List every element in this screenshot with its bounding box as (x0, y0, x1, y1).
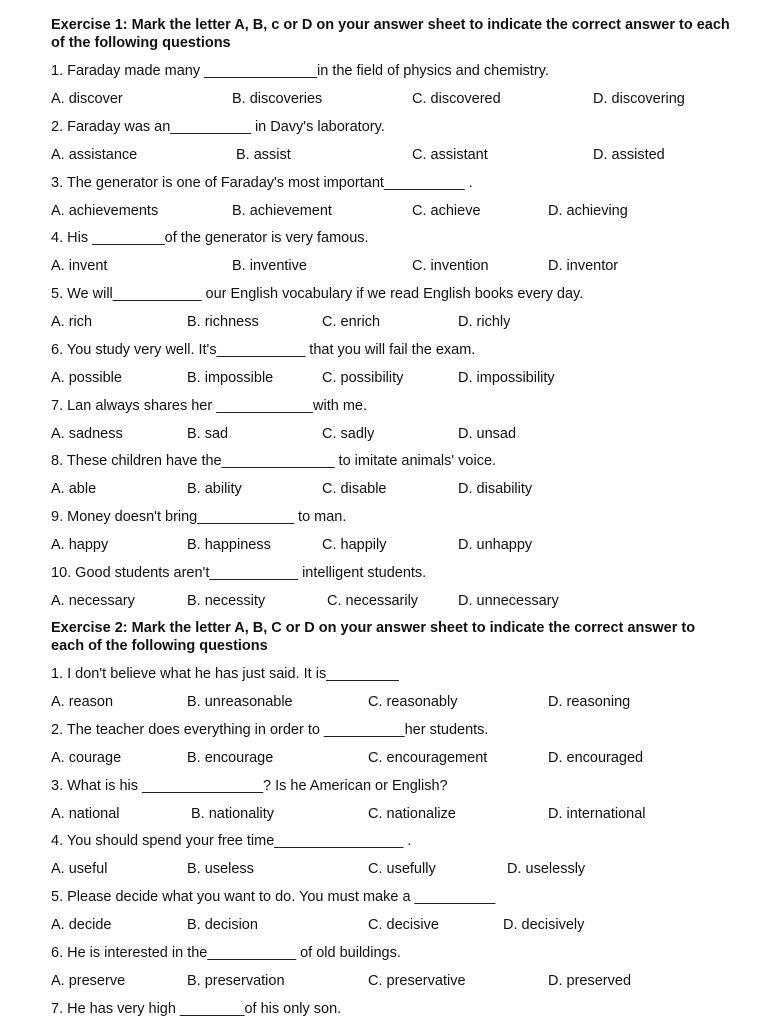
option-b[interactable]: B. richness (187, 314, 259, 330)
option-b[interactable]: B. discoveries (232, 91, 323, 107)
option-d[interactable]: D. discovering (593, 91, 685, 107)
option-a[interactable]: A. invent (51, 258, 108, 274)
option-a[interactable]: A. sadness (51, 426, 123, 442)
question-text: 10. Good students aren't___________ intelligent students. (51, 565, 427, 581)
option-d[interactable]: D. assisted (593, 147, 665, 163)
option-b[interactable]: B. preservation (187, 973, 285, 989)
option-d[interactable]: D. preserved (548, 973, 632, 989)
option-c[interactable]: C. invention (412, 258, 489, 274)
question-text: 7. He has very high ________of his only son. (51, 1001, 342, 1017)
option-a[interactable]: A. achievements (51, 203, 159, 219)
question-text: 1. I don't believe what he has just said. It is_________ (51, 666, 399, 682)
option-a[interactable]: A. discover (51, 91, 123, 107)
option-d[interactable]: D. impossibility (458, 370, 555, 386)
option-d[interactable]: D. encouraged (548, 750, 644, 766)
question-text: 2. The teacher does everything in order to __________her students. (51, 722, 489, 738)
option-d[interactable]: D. disability (458, 481, 533, 497)
question-text: 4. You should spend your free time________________ . (51, 833, 412, 849)
option-d[interactable]: D. uselessly (507, 861, 586, 877)
option-d[interactable]: D. reasoning (548, 694, 631, 710)
option-d[interactable]: D. richly (458, 314, 511, 330)
option-c[interactable]: C. reasonably (368, 694, 458, 710)
question-text: 6. He is interested in the___________ of old buildings. (51, 945, 401, 961)
question-text: 6. You study very well. It's___________ that you will fail the exam. (51, 342, 476, 358)
option-c[interactable]: C. possibility (322, 370, 404, 386)
option-c[interactable]: C. decisive (368, 917, 439, 933)
question-text: 4. His _________of the generator is very famous. (51, 230, 369, 246)
option-c[interactable]: C. sadly (322, 426, 375, 442)
option-a[interactable]: A. rich (51, 314, 93, 330)
option-b[interactable]: B. impossible (187, 370, 274, 386)
question-text: 7. Lan always shares her ____________with me. (51, 398, 367, 414)
option-d[interactable]: D. decisively (503, 917, 585, 933)
option-b[interactable]: B. inventive (232, 258, 307, 274)
option-b[interactable]: B. unreasonable (187, 694, 293, 710)
option-c[interactable]: C. enrich (322, 314, 381, 330)
option-c[interactable]: C. encouragement (368, 750, 488, 766)
option-b[interactable]: B. nationality (191, 806, 275, 822)
option-d[interactable]: D. inventor (548, 258, 619, 274)
option-a[interactable]: A. decide (51, 917, 112, 933)
exercise-2-heading: Exercise 2: Mark the letter A, B, C or D on your answer sheet to indicate the correct answer to each of the following questions (51, 620, 696, 654)
option-d[interactable]: D. international (548, 806, 646, 822)
option-a[interactable]: A. possible (51, 370, 122, 386)
question-text: 9. Money doesn't bring____________ to man. (51, 509, 347, 525)
option-a[interactable]: A. useful (51, 861, 108, 877)
question-text: 3. What is his _______________? Is he American or English? (51, 778, 448, 794)
option-b[interactable]: B. necessity (187, 593, 266, 609)
question-text: 5. Please decide what you want to do. You must make a __________ (51, 889, 496, 905)
option-c[interactable]: C. disable (322, 481, 387, 497)
option-b[interactable]: B. useless (187, 861, 254, 877)
option-b[interactable]: B. achievement (232, 203, 332, 219)
exercise-1-heading: Exercise 1: Mark the letter A, B, c or D on your answer sheet to indicate the correct answer to each of the following questions (51, 17, 730, 51)
question-text: 3. The generator is one of Faraday's most important__________ . (51, 175, 473, 191)
question-text: 5. We will___________ our English vocabulary if we read English books every day. (51, 286, 584, 302)
option-d[interactable]: D. unhappy (458, 537, 533, 553)
option-d[interactable]: D. unnecessary (458, 593, 559, 609)
option-b[interactable]: B. assist (236, 147, 291, 163)
option-a[interactable]: A. assistance (51, 147, 138, 163)
option-a[interactable]: A. courage (51, 750, 122, 766)
option-c[interactable]: C. achieve (412, 203, 481, 219)
option-c[interactable]: C. nationalize (368, 806, 456, 822)
question-text: 2. Faraday was an__________ in Davy's laboratory. (51, 119, 385, 135)
question-text: 1. Faraday made many ______________in the field of physics and chemistry. (51, 63, 549, 79)
option-a[interactable]: A. preserve (51, 973, 126, 989)
option-a[interactable]: A. reason (51, 694, 114, 710)
option-a[interactable]: A. able (51, 481, 97, 497)
option-b[interactable]: B. ability (187, 481, 242, 497)
option-c[interactable]: C. happily (322, 537, 387, 553)
option-a[interactable]: A. necessary (51, 593, 135, 609)
question-text: 8. These children have the______________ to imitate animals' voice. (51, 453, 497, 469)
option-c[interactable]: C. necessarily (327, 593, 419, 609)
option-d[interactable]: D. unsad (458, 426, 517, 442)
option-b[interactable]: B. happiness (187, 537, 271, 553)
option-b[interactable]: B. decision (187, 917, 258, 933)
option-d[interactable]: D. achieving (548, 203, 628, 219)
option-c[interactable]: C. preservative (368, 973, 466, 989)
option-c[interactable]: C. assistant (412, 147, 488, 163)
option-b[interactable]: B. sad (187, 426, 229, 442)
option-a[interactable]: A. happy (51, 537, 109, 553)
option-c[interactable]: C. usefully (368, 861, 436, 877)
option-b[interactable]: B. encourage (187, 750, 274, 766)
option-c[interactable]: C. discovered (412, 91, 501, 107)
option-a[interactable]: A. national (51, 806, 120, 822)
